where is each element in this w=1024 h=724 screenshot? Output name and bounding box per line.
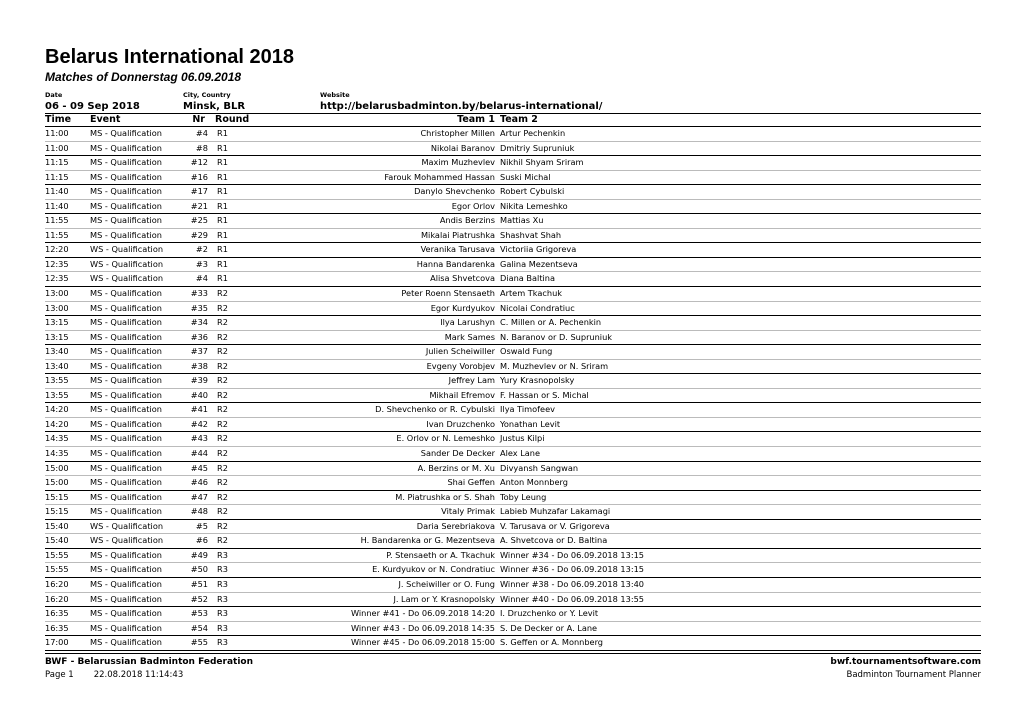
cell-event: MS - Qualification — [90, 491, 162, 502]
cell-team2: Nicolai Condratiuc — [500, 302, 575, 313]
col-time-header: Time — [45, 114, 72, 125]
cell-team2: Winner #34 - Do 06.09.2018 13:15 — [500, 549, 645, 560]
cell-team1: M. Piatrushka or S. Shah — [395, 491, 495, 502]
cell-team2: Diana Baltina — [500, 273, 556, 284]
cell-event: WS - Qualification — [90, 535, 164, 546]
cell-time: 11:40 — [45, 186, 69, 197]
table-row — [45, 214, 981, 229]
cell-round: R3 — [217, 608, 228, 619]
page-title: Belarus International 2018 — [45, 46, 294, 68]
table-row — [45, 607, 981, 622]
table-header — [45, 113, 981, 127]
cell-round: R2 — [217, 520, 228, 531]
cell-time: 11:00 — [45, 128, 69, 138]
cell-round: R2 — [217, 331, 228, 342]
cell-event: MS - Qualification — [90, 288, 162, 299]
footer-site-link[interactable]: bwf.tournamentsoftware.com — [830, 657, 981, 667]
cell-nr: #47 — [190, 491, 208, 502]
cell-team1: Christopher Millen — [420, 128, 495, 138]
cell-round: R2 — [217, 535, 228, 546]
cell-team1: Egor Orlov — [451, 200, 495, 211]
cell-time: 12:20 — [45, 244, 69, 255]
cell-time: 15:15 — [45, 491, 69, 502]
cell-time: 15:40 — [45, 535, 69, 546]
col-team2-header: Team 2 — [500, 114, 538, 125]
cell-round: R3 — [217, 622, 228, 633]
website-link[interactable]: http://belarusbadminton.by/belarus-international/ — [320, 101, 603, 112]
cell-team1: Daria Serebriakova — [416, 520, 495, 531]
cell-team2: Alex Lane — [500, 448, 541, 459]
cell-nr: #48 — [190, 506, 208, 517]
cell-time: 14:35 — [45, 448, 69, 459]
col-event-header: Event — [90, 114, 121, 125]
cell-team2: Mattias Xu — [500, 215, 544, 226]
city-value: Minsk, BLR — [183, 101, 246, 112]
cell-time: 11:15 — [45, 171, 69, 182]
cell-nr: #34 — [190, 317, 208, 328]
col-round-header: Round — [215, 114, 250, 125]
cell-time: 13:15 — [45, 317, 69, 328]
cell-nr: #33 — [190, 288, 208, 299]
cell-team1: Winner #45 - Do 06.09.2018 15:00 — [350, 637, 495, 648]
cell-event: MS - Qualification — [90, 448, 162, 459]
cell-event: MS - Qualification — [90, 186, 162, 197]
cell-nr: #42 — [190, 418, 208, 429]
cell-time: 15:55 — [45, 564, 69, 575]
city-block — [183, 91, 245, 113]
cell-event: MS - Qualification — [90, 433, 162, 444]
cell-event: MS - Qualification — [90, 593, 162, 604]
cell-event: MS - Qualification — [90, 331, 162, 342]
cell-round: R1 — [217, 200, 228, 211]
table-row — [45, 171, 981, 186]
cell-nr: #54 — [190, 622, 208, 633]
cell-nr: #2 — [195, 244, 208, 255]
cell-team1: Nikolai Baranov — [430, 142, 495, 153]
page-subtitle: Matches of Donnerstag 06.09.2018 — [45, 70, 242, 84]
cell-nr: #43 — [190, 433, 208, 444]
matches-table — [45, 127, 981, 651]
cell-time: 11:00 — [45, 142, 69, 153]
cell-round: R1 — [217, 157, 228, 168]
cell-nr: #55 — [190, 637, 208, 648]
table-row — [45, 476, 981, 491]
cell-team2: Anton Monnberg — [500, 477, 568, 488]
cell-team1: Ivan Druzchenko — [426, 418, 495, 429]
cell-team1: Andis Berzins — [439, 215, 495, 226]
cell-team1: E. Kurdyukov or N. Condratiuc — [372, 564, 495, 575]
cell-team1: Farouk Mohammed Hassan — [384, 171, 495, 182]
cell-team1: Peter Roenn Stensaeth — [401, 288, 495, 299]
cell-round: R2 — [217, 346, 228, 357]
cell-team1: Winner #43 - Do 06.09.2018 14:35 — [350, 622, 495, 633]
cell-round: R1 — [217, 258, 228, 269]
cell-round: R2 — [217, 477, 228, 488]
table-row — [45, 563, 981, 578]
cell-round: R2 — [217, 389, 228, 400]
cell-time: 14:35 — [45, 433, 69, 444]
cell-team2: C. Millen or A. Pechenkin — [500, 317, 602, 328]
cell-event: MS - Qualification — [90, 549, 162, 560]
cell-nr: #46 — [190, 477, 208, 488]
cell-team2: Winner #38 - Do 06.09.2018 13:40 — [500, 578, 645, 589]
cell-time: 15:15 — [45, 506, 69, 517]
table-row — [45, 156, 981, 171]
cell-round: R1 — [217, 229, 228, 240]
cell-team1: Mikhail Efremov — [429, 389, 495, 400]
cell-time: 13:55 — [45, 375, 69, 386]
footer-organization: BWF - Belarussian Badminton Federation — [45, 657, 254, 667]
cell-team2: S. De Decker or A. Lane — [500, 622, 598, 633]
cell-round: R3 — [217, 549, 228, 560]
schedule-page — [45, 0, 981, 724]
cell-event: MS - Qualification — [90, 564, 162, 575]
cell-round: R2 — [217, 433, 228, 444]
table-row — [45, 534, 981, 549]
table-row — [45, 462, 981, 477]
cell-nr: #38 — [190, 360, 208, 371]
cell-round: R3 — [217, 564, 228, 575]
cell-nr: #40 — [190, 389, 208, 400]
cell-team1: Vitaly Primak — [441, 506, 495, 517]
cell-team2: Labieb Muhzafar Lakamagi — [500, 506, 611, 517]
cell-team2: Robert Cybulski — [500, 186, 565, 197]
cell-team2: Ilya Timofeev — [500, 404, 555, 415]
cell-nr: #41 — [190, 404, 208, 415]
cell-event: WS - Qualification — [90, 520, 164, 531]
footer-page-info — [45, 670, 183, 680]
cell-nr: #16 — [190, 171, 208, 182]
cell-nr: #29 — [190, 229, 208, 240]
table-row — [45, 316, 981, 331]
table-row — [45, 505, 981, 520]
cell-event: MS - Qualification — [90, 418, 162, 429]
cell-event: WS - Qualification — [90, 273, 164, 284]
cell-round: R2 — [217, 506, 228, 517]
cell-event: MS - Qualification — [90, 142, 162, 153]
cell-nr: #51 — [190, 578, 208, 589]
page-footer — [45, 653, 981, 680]
col-nr-header: Nr — [192, 114, 205, 125]
cell-event: MS - Qualification — [90, 506, 162, 517]
table-row — [45, 360, 981, 375]
table-row — [45, 272, 981, 287]
cell-nr: #3 — [195, 258, 208, 269]
cell-nr: #4 — [195, 273, 208, 284]
table-row — [45, 127, 981, 142]
cell-nr: #45 — [190, 462, 208, 473]
table-row — [45, 142, 981, 157]
table-row — [45, 185, 981, 200]
cell-time: 14:20 — [45, 404, 69, 415]
city-label: City, Country — [183, 91, 231, 99]
cell-team1: Ilya Larushyn — [440, 317, 495, 328]
cell-time: 16:20 — [45, 578, 69, 589]
cell-time: 11:40 — [45, 200, 69, 211]
cell-event: MS - Qualification — [90, 389, 162, 400]
cell-event: MS - Qualification — [90, 171, 162, 182]
cell-round: R3 — [217, 593, 228, 604]
table-row — [45, 491, 981, 506]
cell-team2: M. Muzhevlev or N. Sriram — [500, 360, 609, 371]
cell-round: R1 — [217, 215, 228, 226]
cell-team1: Mark Sames — [444, 331, 495, 342]
cell-nr: #50 — [190, 564, 208, 575]
cell-team1: Sander De Decker — [420, 448, 495, 459]
cell-team2: Yonathan Levit — [500, 418, 561, 429]
cell-team1: Danylo Shevchenko — [414, 186, 495, 197]
cell-event: MS - Qualification — [90, 157, 162, 168]
footer-product: Badminton Tournament Planner — [846, 670, 981, 680]
cell-nr: #12 — [190, 157, 208, 168]
cell-team2: V. Tarusava or V. Grigoreva — [500, 520, 610, 531]
table-row — [45, 258, 981, 273]
cell-team2: Shashvat Shah — [500, 229, 562, 240]
cell-nr: #35 — [190, 302, 208, 313]
cell-round: R1 — [217, 128, 228, 138]
cell-team1: Shai Geffen — [447, 477, 495, 488]
cell-team2: Artur Pechenkin — [500, 128, 566, 138]
cell-round: R2 — [217, 375, 228, 386]
cell-team1: J. Lam or Y. Krasnopolsky — [393, 593, 495, 604]
cell-time: 15:40 — [45, 520, 69, 531]
cell-event: MS - Qualification — [90, 229, 162, 240]
cell-team1: E. Orlov or N. Lemeshko — [396, 433, 495, 444]
cell-event: MS - Qualification — [90, 462, 162, 473]
cell-nr: #37 — [190, 346, 208, 357]
table-row — [45, 200, 981, 215]
cell-event: MS - Qualification — [90, 404, 162, 415]
cell-round: R2 — [217, 491, 228, 502]
cell-event: MS - Qualification — [90, 360, 162, 371]
table-row — [45, 432, 981, 447]
cell-nr: #52 — [190, 593, 208, 604]
cell-nr: #25 — [190, 215, 208, 226]
cell-time: 14:20 — [45, 418, 69, 429]
cell-time: 15:00 — [45, 462, 69, 473]
cell-time: 13:00 — [45, 288, 69, 299]
cell-time: 16:20 — [45, 593, 69, 604]
table-row — [45, 345, 981, 360]
cell-event: MS - Qualification — [90, 608, 162, 619]
cell-round: R2 — [217, 462, 228, 473]
cell-team2: N. Baranov or D. Supruniuk — [500, 331, 613, 342]
footer-page-number: Page 1 — [45, 670, 74, 680]
cell-round: R1 — [217, 244, 228, 255]
cell-nr: #6 — [195, 535, 208, 546]
cell-event: MS - Qualification — [90, 317, 162, 328]
cell-team2: Suski Michal — [500, 171, 551, 182]
cell-team1: Egor Kurdyukov — [430, 302, 495, 313]
cell-event: MS - Qualification — [90, 200, 162, 211]
cell-nr: #5 — [195, 520, 208, 531]
cell-round: R2 — [217, 302, 228, 313]
date-label: Date — [45, 91, 63, 99]
cell-event: MS - Qualification — [90, 637, 162, 648]
cell-time: 11:55 — [45, 215, 69, 226]
cell-time: 13:40 — [45, 360, 69, 371]
cell-team1: Alisa Shvetcova — [430, 273, 495, 284]
cell-event: MS - Qualification — [90, 578, 162, 589]
cell-team1: Mikalai Piatrushka — [420, 229, 495, 240]
cell-event: MS - Qualification — [90, 375, 162, 386]
cell-event: WS - Qualification — [90, 258, 164, 269]
date-value: 06 - 09 Sep 2018 — [45, 101, 140, 112]
table-row — [45, 287, 981, 302]
cell-round: R3 — [217, 578, 228, 589]
cell-team2: Nikita Lemeshko — [500, 200, 568, 211]
cell-round: R1 — [217, 142, 228, 153]
cell-time: 11:55 — [45, 229, 69, 240]
cell-team1: D. Shevchenko or R. Cybulski — [375, 404, 495, 415]
cell-nr: #17 — [190, 186, 208, 197]
table-row — [45, 389, 981, 404]
cell-event: MS - Qualification — [90, 477, 162, 488]
table-row — [45, 418, 981, 433]
cell-nr: #49 — [190, 549, 208, 560]
cell-team1: Veranika Tarusava — [420, 244, 495, 255]
table-row — [45, 331, 981, 346]
cell-team2: Dmitriy Supruniuk — [500, 142, 575, 153]
table-row — [45, 374, 981, 389]
cell-team2: Toby Leung — [500, 491, 547, 502]
table-row — [45, 622, 981, 637]
cell-round: R1 — [217, 186, 228, 197]
website-label: Website — [320, 91, 350, 99]
table-row — [45, 593, 981, 608]
cell-team1: J. Scheiwiller or O. Fung — [398, 578, 495, 589]
cell-team1: Jeffrey Lam — [448, 375, 495, 386]
cell-round: R1 — [217, 273, 228, 284]
table-row — [45, 549, 981, 564]
cell-team2: Artem Tkachuk — [500, 288, 563, 299]
cell-time: 12:35 — [45, 273, 69, 284]
cell-nr: #21 — [190, 200, 208, 211]
cell-team2: Winner #40 - Do 06.09.2018 13:55 — [500, 593, 645, 604]
cell-time: 16:35 — [45, 608, 69, 619]
cell-event: MS - Qualification — [90, 622, 162, 633]
table-row — [45, 578, 981, 593]
cell-nr: #44 — [190, 448, 208, 459]
cell-team1: P. Stensaeth or A. Tkachuk — [386, 549, 495, 560]
cell-round: R2 — [217, 448, 228, 459]
cell-nr: #4 — [195, 128, 208, 138]
cell-event: MS - Qualification — [90, 346, 162, 357]
cell-time: 11:15 — [45, 157, 69, 168]
date-block — [45, 91, 140, 113]
cell-team2: Winner #36 - Do 06.09.2018 13:15 — [500, 564, 645, 575]
cell-time: 17:00 — [45, 637, 69, 648]
cell-round: R2 — [217, 418, 228, 429]
cell-round: R2 — [217, 288, 228, 299]
cell-team1: H. Bandarenka or G. Mezentseva — [360, 535, 495, 546]
cell-nr: #8 — [195, 142, 208, 153]
cell-team2: Oswald Fung — [500, 346, 553, 357]
table-row — [45, 636, 981, 651]
cell-team1: A. Berzins or M. Xu — [417, 462, 495, 473]
cell-round: R2 — [217, 360, 228, 371]
col-team1-header: Team 1 — [457, 114, 495, 125]
cell-team2: A. Shvetcova or D. Baltina — [500, 535, 608, 546]
cell-team2: I. Druzchenko or Y. Levit — [500, 608, 599, 619]
cell-round: R2 — [217, 404, 228, 415]
cell-team2: Nikhil Shyam Sriram — [500, 157, 584, 168]
table-row — [45, 520, 981, 535]
footer-print-timestamp: 22.08.2018 11:14:43 — [93, 670, 184, 680]
cell-team2: Divyansh Sangwan — [500, 462, 579, 473]
cell-nr: #53 — [190, 608, 208, 619]
table-row — [45, 447, 981, 462]
cell-time: 15:55 — [45, 549, 69, 560]
cell-team2: Galina Mezentseva — [500, 258, 578, 269]
cell-time: 12:35 — [45, 258, 69, 269]
cell-team2: S. Geffen or A. Monnberg — [500, 637, 603, 648]
cell-time: 13:55 — [45, 389, 69, 400]
cell-time: 16:35 — [45, 622, 69, 633]
cell-event: WS - Qualification — [90, 244, 164, 255]
cell-team1: Maxim Muzhevlev — [421, 157, 495, 168]
table-row — [45, 302, 981, 317]
cell-round: R3 — [217, 637, 228, 648]
cell-time: 13:00 — [45, 302, 69, 313]
cell-team1: Julien Scheiwiller — [425, 346, 495, 357]
cell-time: 13:15 — [45, 331, 69, 342]
cell-time: 15:00 — [45, 477, 69, 488]
cell-nr: #39 — [190, 375, 208, 386]
cell-team1: Hanna Bandarenka — [416, 258, 495, 269]
table-row — [45, 229, 981, 244]
table-row — [45, 243, 981, 258]
cell-team2: Yury Krasnopolsky — [500, 375, 575, 386]
cell-team2: F. Hassan or S. Michal — [500, 389, 589, 400]
cell-team1: Evgeny Vorobjev — [426, 360, 495, 371]
cell-team2: Victoriia Grigoreva — [500, 244, 577, 255]
cell-event: MS - Qualification — [90, 302, 162, 313]
website-block — [320, 91, 602, 113]
cell-event: MS - Qualification — [90, 128, 162, 138]
cell-round: R1 — [217, 171, 228, 182]
cell-time: 13:40 — [45, 346, 69, 357]
cell-nr: #36 — [190, 331, 208, 342]
table-row — [45, 403, 981, 418]
cell-event: MS - Qualification — [90, 215, 162, 226]
cell-round: R2 — [217, 317, 228, 328]
cell-team1: Winner #41 - Do 06.09.2018 14:20 — [350, 608, 495, 619]
cell-team2: Justus Kilpi — [500, 433, 545, 444]
